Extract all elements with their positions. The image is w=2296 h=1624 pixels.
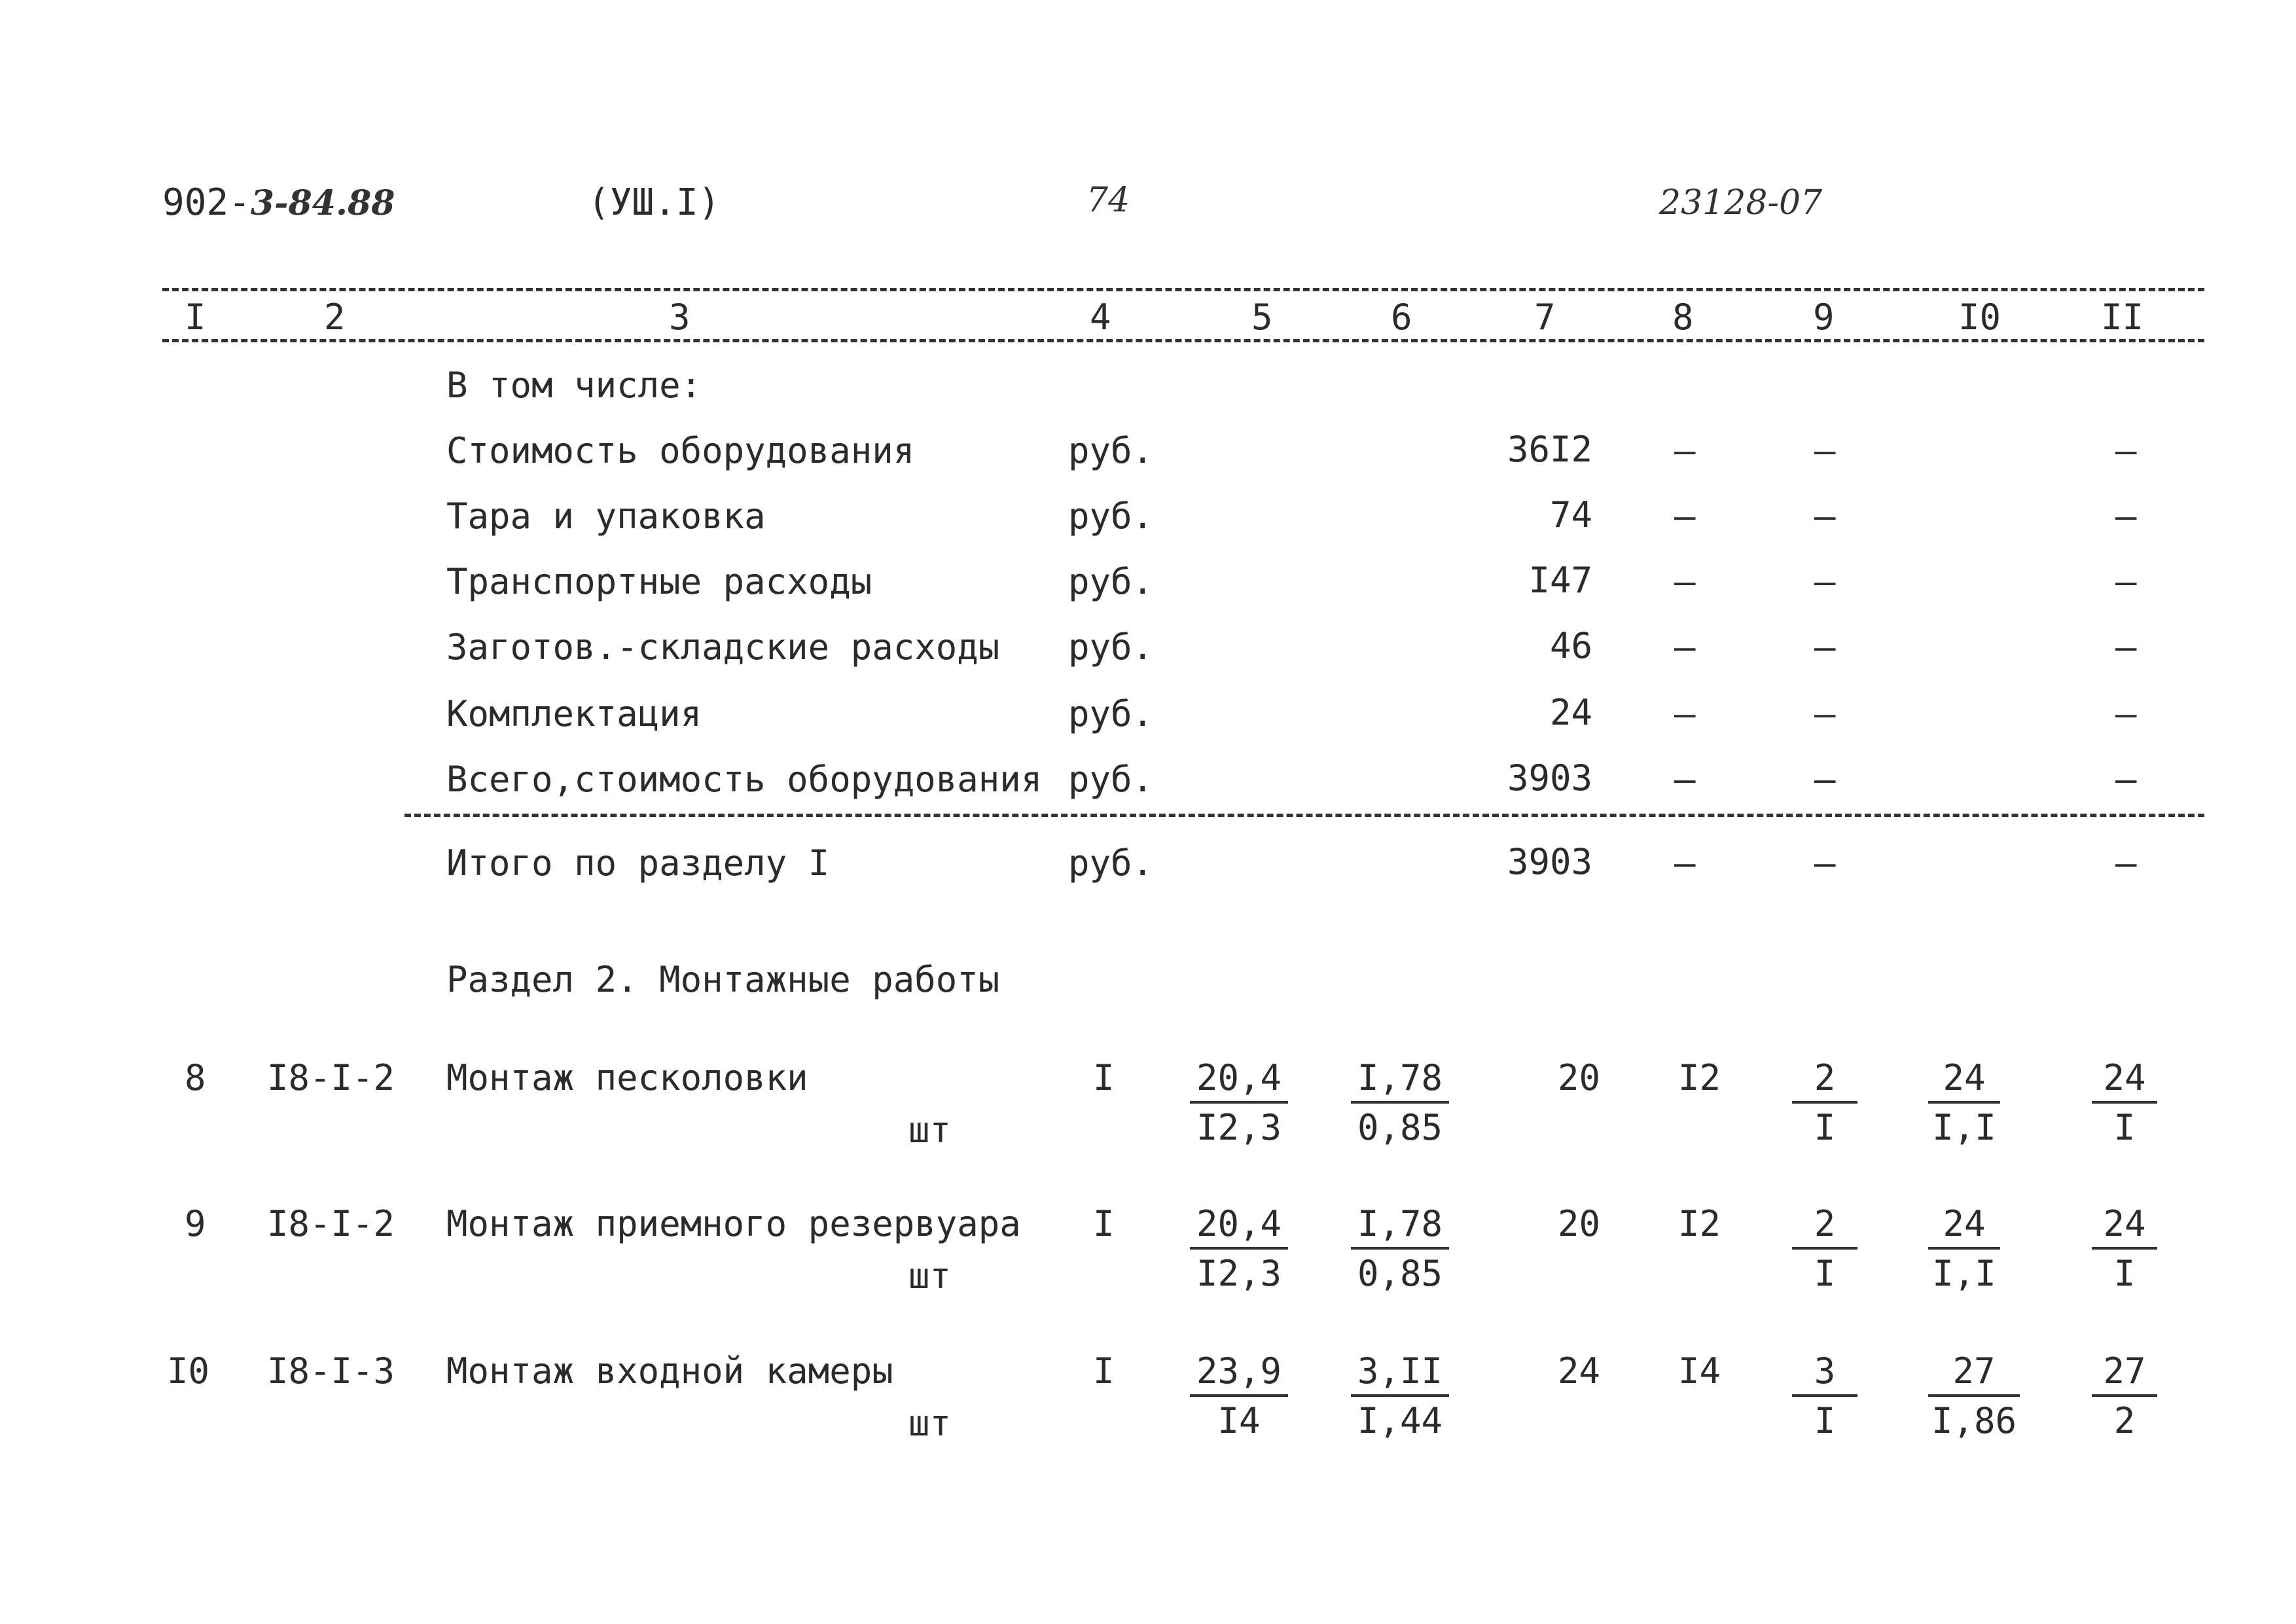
col11-fraction: $\frac{27}{2}$	[2092, 1354, 2157, 1439]
col7-value: 20	[1558, 1203, 1601, 1244]
col5-fraction: $\frac{20,4}{I2,3}$	[1190, 1060, 1288, 1146]
item-col11: –	[2115, 430, 2137, 471]
work-unit: шт	[908, 1110, 952, 1151]
item-col9: –	[1814, 626, 1836, 668]
col5-fraction: $\frac{23,9}{I4}$	[1190, 1354, 1288, 1439]
norm-code: I8-I-2	[267, 1203, 395, 1244]
item-name: Тара и упаковка	[446, 496, 766, 537]
col10-fraction: $\frac{27}{I,86}$	[1928, 1354, 2020, 1439]
item-unit: руб.	[1068, 496, 1154, 537]
work-name: Монтаж песколовки	[446, 1057, 808, 1098]
col11-fraction: $\frac{24}{I}$	[2092, 1060, 2157, 1146]
col6-fraction: $\frac{I,78}{0,85}$	[1351, 1060, 1449, 1146]
album-number: (УШ.I)	[588, 181, 721, 224]
item-unit: руб.	[1068, 561, 1154, 602]
quantity: I	[1093, 1203, 1115, 1244]
work-name: Монтаж приемного резервуара	[446, 1203, 1021, 1244]
column-number: 4	[1090, 297, 1111, 338]
item-col8: –	[1674, 626, 1696, 668]
item-col7: 74	[1549, 494, 1592, 535]
col9-fraction: $\frac{2}{I}$	[1792, 1206, 1857, 1291]
work-unit: шт	[908, 1403, 952, 1444]
item-col8: –	[1674, 693, 1696, 734]
item-col9: –	[1814, 693, 1836, 734]
item-col7: 3903	[1507, 757, 1592, 799]
column-number: 9	[1813, 297, 1835, 338]
column-number: 6	[1391, 297, 1412, 338]
item-col8: –	[1674, 430, 1696, 471]
item-col9: –	[1814, 430, 1836, 471]
item-unit: руб.	[1068, 759, 1154, 800]
item-col11: –	[2115, 693, 2137, 734]
item-col9: –	[1814, 759, 1836, 800]
norm-code: I8-I-3	[267, 1350, 395, 1392]
item-unit: руб.	[1068, 693, 1154, 734]
col10-fraction: $\frac{24}{I,I}$	[1928, 1060, 2000, 1146]
total-name: Итого по разделу I	[446, 842, 830, 884]
item-col8: –	[1674, 759, 1696, 800]
row-number: I0	[167, 1350, 210, 1392]
item-col7: 24	[1549, 692, 1592, 733]
doc-code-printed: 902-	[162, 181, 251, 224]
item-name: Заготов.-складские расходы	[446, 626, 1000, 668]
item-unit: руб.	[1068, 626, 1154, 668]
quantity: I	[1093, 1057, 1115, 1098]
col11-fraction: $\frac{24}{I}$	[2092, 1206, 2157, 1291]
col8-value: I4	[1678, 1350, 1721, 1392]
total-unit: руб.	[1068, 842, 1154, 884]
col5-fraction: $\frac{20,4}{I2,3}$	[1190, 1206, 1288, 1291]
item-col7: 46	[1549, 625, 1592, 666]
column-number: 8	[1672, 297, 1694, 338]
archive-number: 23128-07	[1659, 183, 1823, 223]
col7-value: 20	[1558, 1057, 1601, 1098]
total-col8: –	[1674, 842, 1696, 884]
row-number: 8	[185, 1057, 206, 1098]
work-unit: шт	[908, 1255, 952, 1297]
doc-code	[162, 181, 395, 224]
subtotal-rule	[404, 814, 2204, 817]
col6-fraction: $\frac{3,II}{I,44}$	[1351, 1354, 1449, 1439]
col7-value: 24	[1558, 1350, 1601, 1392]
column-number: 2	[324, 297, 346, 338]
item-col7: I47	[1528, 560, 1592, 601]
column-header-bottom-rule	[162, 339, 2204, 342]
row-number: 9	[185, 1203, 206, 1244]
column-number: I0	[1958, 297, 2001, 338]
col8-value: I2	[1678, 1057, 1721, 1098]
col8-value: I2	[1678, 1203, 1721, 1244]
item-col9: –	[1814, 561, 1836, 602]
item-col8: –	[1674, 496, 1696, 537]
column-number: II	[2101, 297, 2144, 338]
section2-title: Раздел 2. Монтажные работы	[446, 959, 1000, 1000]
section1-intro: В том числе:	[446, 365, 702, 406]
col9-fraction: $\frac{3}{I}$	[1792, 1354, 1857, 1439]
col6-fraction: $\frac{I,78}{0,85}$	[1351, 1206, 1449, 1291]
item-name: Стоимость оборудования	[446, 430, 915, 471]
item-col7: 36I2	[1507, 429, 1592, 470]
doc-code-handwritten: 3-84.88	[250, 183, 395, 223]
item-col11: –	[2115, 496, 2137, 537]
column-header-top-rule	[162, 288, 2204, 291]
column-number: I	[185, 297, 206, 338]
page-number: 74	[1086, 181, 1130, 220]
column-number: 5	[1251, 297, 1273, 338]
col10-fraction: $\frac{24}{I,I}$	[1928, 1206, 2000, 1291]
col9-fraction: $\frac{2}{I}$	[1792, 1060, 1857, 1146]
item-col11: –	[2115, 561, 2137, 602]
work-name: Монтаж входной камеры	[446, 1350, 893, 1392]
total-col9: –	[1814, 842, 1836, 884]
item-unit: руб.	[1068, 430, 1154, 471]
item-col11: –	[2115, 759, 2137, 800]
item-name: Транспортные расходы	[446, 561, 872, 602]
item-col9: –	[1814, 496, 1836, 537]
total-col7: 3903	[1507, 841, 1592, 882]
item-col8: –	[1674, 561, 1696, 602]
total-col11: –	[2115, 842, 2137, 884]
item-name: Комплектация	[446, 693, 702, 734]
quantity: I	[1093, 1350, 1115, 1392]
item-col11: –	[2115, 626, 2137, 668]
column-number: 7	[1534, 297, 1556, 338]
norm-code: I8-I-2	[267, 1057, 395, 1098]
item-name: Всего,стоимость оборудования	[446, 759, 1043, 800]
column-number: 3	[669, 297, 691, 338]
